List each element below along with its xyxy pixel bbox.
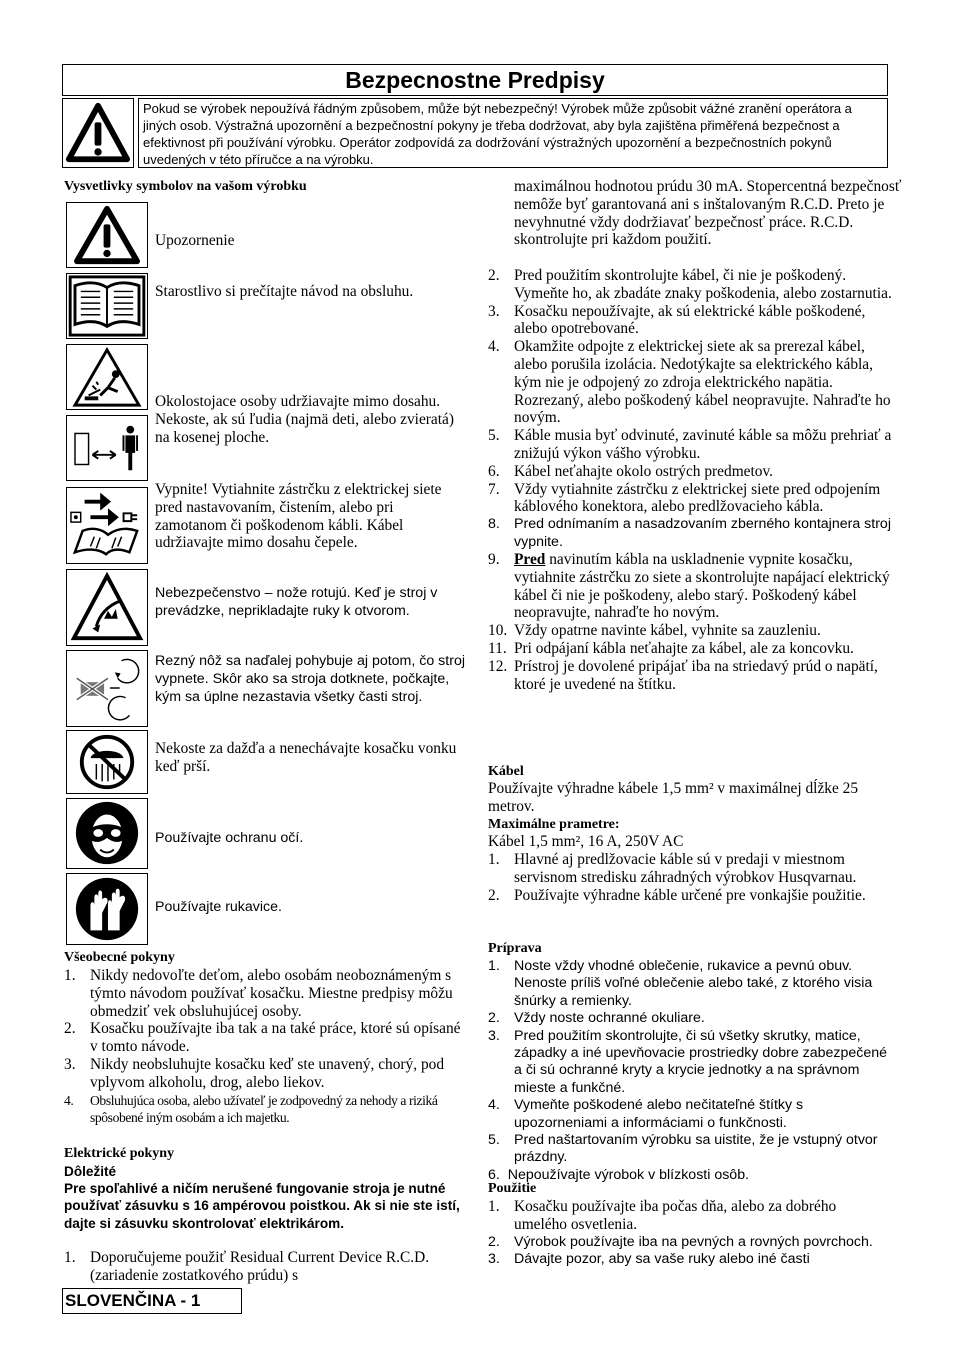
- warning-triangle-icon: [63, 99, 133, 167]
- page-footer: SLOVENČINA - 1: [62, 1288, 242, 1314]
- symbol-text: Rezný nôž sa naďalej pohybuje aj potom, čo stroj vypnete. Skôr ako sa stroja dotknete, počkajte, kým sa úplne nezastavia všetky časti stroj.: [155, 653, 465, 705]
- rotating-blades-icon: [66, 569, 148, 646]
- list-item: 2. Pred použitím skontrolujte kábel, či nie je poškodený. Vymeňte ho, ak zbadáte znaky poškodenia, alebo zostarnutia.: [488, 267, 892, 302]
- list-item: 1. Hlavné aj predlžovacie káble sú v predaji v miestnom servisnom stredisku záhradných výrobkov Husqvarnau.: [488, 851, 857, 886]
- list-item: 4. Okamžite odpojte z elektrickej siete ak sa prerezal kábel, alebo porušila izolácia. Nedotýkajte sa elektrického kábla, kým nie je odpojený zo zdroja elektrického napätia. Rozrezaný, alebo poškodený kábel neopravujte. Nahraďte ho novým.: [488, 338, 891, 427]
- symbol-row: [64, 481, 466, 564]
- list-item: 5. Káble musia byť odvinuté, zavinuté káble sa môžu prehriať a znižujú výkon vášho výrobku.: [488, 427, 892, 462]
- list-item: 2. Kosačku používajte iba tak a na také práce, ktoré sú opísané v tomto návode.: [64, 1020, 461, 1056]
- list-item: 11. Pri odpájaní kábla neťahajte za kábel, ale za koncovku.: [488, 639, 854, 657]
- list-item: 1. Kosačku používajte iba počas dňa, alebo za dobrého umelého osvetlenia.: [488, 1198, 837, 1233]
- electric-list: [488, 267, 892, 693]
- symbol-text: Okolostojace osoby udržiavajte mimo dosahu. Nekoste, ak sú ľudia (najmä deti, alebo zvieratá) na kosenej ploche.: [155, 393, 454, 446]
- list-item: 3. Kosačku nepoužívajte, ak sú elektrické káble poškodené, alebo opotrebované.: [488, 302, 866, 338]
- intro-warning-icon-box: [62, 98, 134, 168]
- general-list: [64, 967, 466, 1127]
- list-item: 3. Nikdy neobsluhujte kosačku keď ste unavený, chorý, pod vplyvom alkoholu, drog, alebo liekov.: [64, 1055, 445, 1091]
- symbol-text: Starostlivo si prečítajte návod na obsluhu.: [155, 283, 414, 300]
- important-text: Pre spoľahlivé a ničím nerušené fungovanie stroja je nutné používať zásuvku s 16 ampérovou poistkou. Ak si nie ste istí, dajte si zásuvku skontrolovať elektrikárom.: [64, 1181, 460, 1231]
- symbol-text: Používajte rukavice.: [155, 899, 282, 915]
- symbol-row: [64, 873, 466, 945]
- symbol-row: [64, 569, 466, 646]
- max-params-heading: Maximálne prametre:: [488, 817, 620, 832]
- symbol-row: [64, 650, 466, 727]
- underlined-word: Pred: [514, 550, 546, 568]
- symbol-row: [64, 798, 466, 869]
- list-item: 2. Používajte výhradne káble určené pre vonkajšie použitie.: [488, 886, 866, 904]
- list-item: 4. Obsluhujúca osoba, alebo užívateľ je zodpovedný za nehody a riziká spôsobené iným osobám a ich majetku.: [64, 1092, 438, 1126]
- list-item: 1. Doporučujeme použiť Residual Current Device R.C.D. (zariadenie zostatkového prúdu) s: [64, 1249, 430, 1284]
- intro-warning-text: Pokud se výrobek nepoužívá řádným způsobem, může být nebezpečný! Výrobek může způsobit vážné zranění operátora a jiných osob. Výstražná upozornění a bezpečnostní pokyny je třeba dodržovat, aby byla zajištěna přiměřená bezpečnost a efektivnost při používání výrobku. Operátor zodpovídá za dodržování výstražných upozornění a bezpečnostních pokynů uvedených v této příručce a na výrobku.: [138, 98, 888, 168]
- list-item: 6. Kábel neťahajte okolo ostrých predmetov.: [488, 462, 774, 480]
- symbol-row: [64, 273, 466, 339]
- eye-protection-icon: [66, 798, 148, 869]
- electric-heading: Elektrické pokyny: [64, 1146, 175, 1161]
- important-label: Dôležité: [64, 1164, 117, 1179]
- list-item: 5. Pred naštartovaním výrobku sa uistite, že je vstupný otvor prázdny.: [488, 1132, 878, 1166]
- symbol-text: Upozornenie: [155, 232, 235, 249]
- list-item: 2. Výrobok používajte iba na pevných a rovných povrchoch.: [488, 1233, 873, 1250]
- preparation-heading: Príprava: [488, 941, 542, 956]
- symbol-row: [64, 202, 466, 268]
- list-item: 9. Pred navinutím kábla na uskladnenie vypnite kosačku, vytiahnite zástrčku zo siete a skontrolujte napájací elektrický kábel či nie je poškodeny, alebo starý. Poškodený kábel neopravujte, nahraďte ho novým.: [488, 550, 890, 622]
- warning-triangle-icon: [66, 202, 148, 268]
- keep-distance-icon: [66, 415, 148, 481]
- usage-heading: Použitie: [488, 1181, 537, 1196]
- list-item: 1. Noste vždy vhodné oblečenie, rukavice a pevnú obuv. Nenoste príliš voľné oblečenie alebo také, z ktorého visia šnúrky a remienky.: [488, 958, 873, 1009]
- list-item: 8. Pred odnímaním a nasadzovaním zberného kontajnera stroj vypnite.: [488, 516, 891, 550]
- blade-coasting-icon: [66, 650, 148, 727]
- symbol-text: Nekoste za dažďa a nenechávajte kosačku vonku keď prší.: [155, 740, 457, 775]
- symbol-row: [64, 730, 466, 794]
- list-item: 4. Vymeňte poškodené alebo nečitateľné štítky s upozorneniami a informáciami o funkčnosti.: [488, 1097, 804, 1131]
- cable-heading: Kábel: [488, 764, 524, 779]
- cable-text: Používajte výhradne kábele 1,5 mm² v maximálnej dĺžke 25 metrov.: [488, 780, 859, 815]
- max-params-list: [488, 851, 892, 904]
- list-item: 7. Vždy vytiahnite zástrčku z elektrickej siete pred odpojením káblového konektora, alebo predlžovacieho kábla.: [488, 480, 881, 516]
- electric-list-start: [64, 1249, 466, 1285]
- list-item: 3. Dávajte pozor, aby sa vaše ruky alebo iné časti: [488, 1251, 810, 1267]
- symbol-text: Používajte ochranu očí.: [155, 830, 304, 846]
- list-item: 1. Nikdy nedovoľte deťom, alebo osobám neoboznámeným s týmto návodom používať kosačku. Miestne predpisy môžu obmedziť vek obsluhujúcej osoby.: [64, 967, 453, 1020]
- symbol-text: Vypnite! Vytiahnite zástrčku z elektrickej siete pred nastavovaním, čistením, alebo pri zamotanom či poškodenom kábli. Kábel udržiavajte mimo dosahu čepele.: [155, 481, 442, 552]
- list-item: 2. Vždy noste ochranné okuliare.: [488, 1010, 705, 1027]
- list-item: 10. Vždy opatrne navinte kábel, vyhnite sa zauzleniu.: [488, 622, 821, 640]
- page-title: Bezpecnostne Predpisy: [62, 64, 888, 96]
- gloves-icon: [66, 873, 148, 945]
- max-params-text: Kábel 1,5 mm², 16 A, 250V AC: [488, 833, 684, 850]
- symbol-text: Nebezpečenstvo – nože rotujú. Keď je stroj v prevádzke, neprikladajte ruky k otvorom.: [155, 585, 438, 619]
- unplug-icon: [66, 487, 148, 564]
- thrown-objects-icon: [66, 344, 148, 410]
- symbol-row: [64, 393, 466, 481]
- symbols-heading: Vysvetlivky symbolov na vašom výrobku: [64, 179, 307, 194]
- preparation-list: [488, 958, 892, 1184]
- list-item: 6. Nepoužívajte výrobok v blízkosti osôb.: [488, 1166, 750, 1183]
- usage-list: [488, 1198, 892, 1268]
- no-rain-icon: [66, 730, 148, 794]
- general-heading: Všeobecné pokyny: [64, 950, 175, 965]
- list-item: 3. Pred použitím skontrolujte, či sú všetky skrutky, matice, západky a iné upevňovacie prostriedky dobre zabezpečené a či sú ochranné kryty a krycie jednotky a na správnom mieste a funkčné.: [488, 1027, 888, 1096]
- read-manual-icon: [66, 273, 148, 339]
- list-item: 12. Prístroj je dovolené pripájať iba na striedavý prúd o napätí, ktoré je uvedené na štítku.: [488, 657, 878, 693]
- electric-item1-continued: maximálnou hodnotou prúdu 30 mA. Stopercentná bezpečnosť nemôže byť garantovaná ani s inštalovaným R.C.D. Preto je nevyhnutné vždy dodržiavať bezpečnosť práce. R.C.D. skontrolujte pri každom použití.: [514, 178, 902, 249]
